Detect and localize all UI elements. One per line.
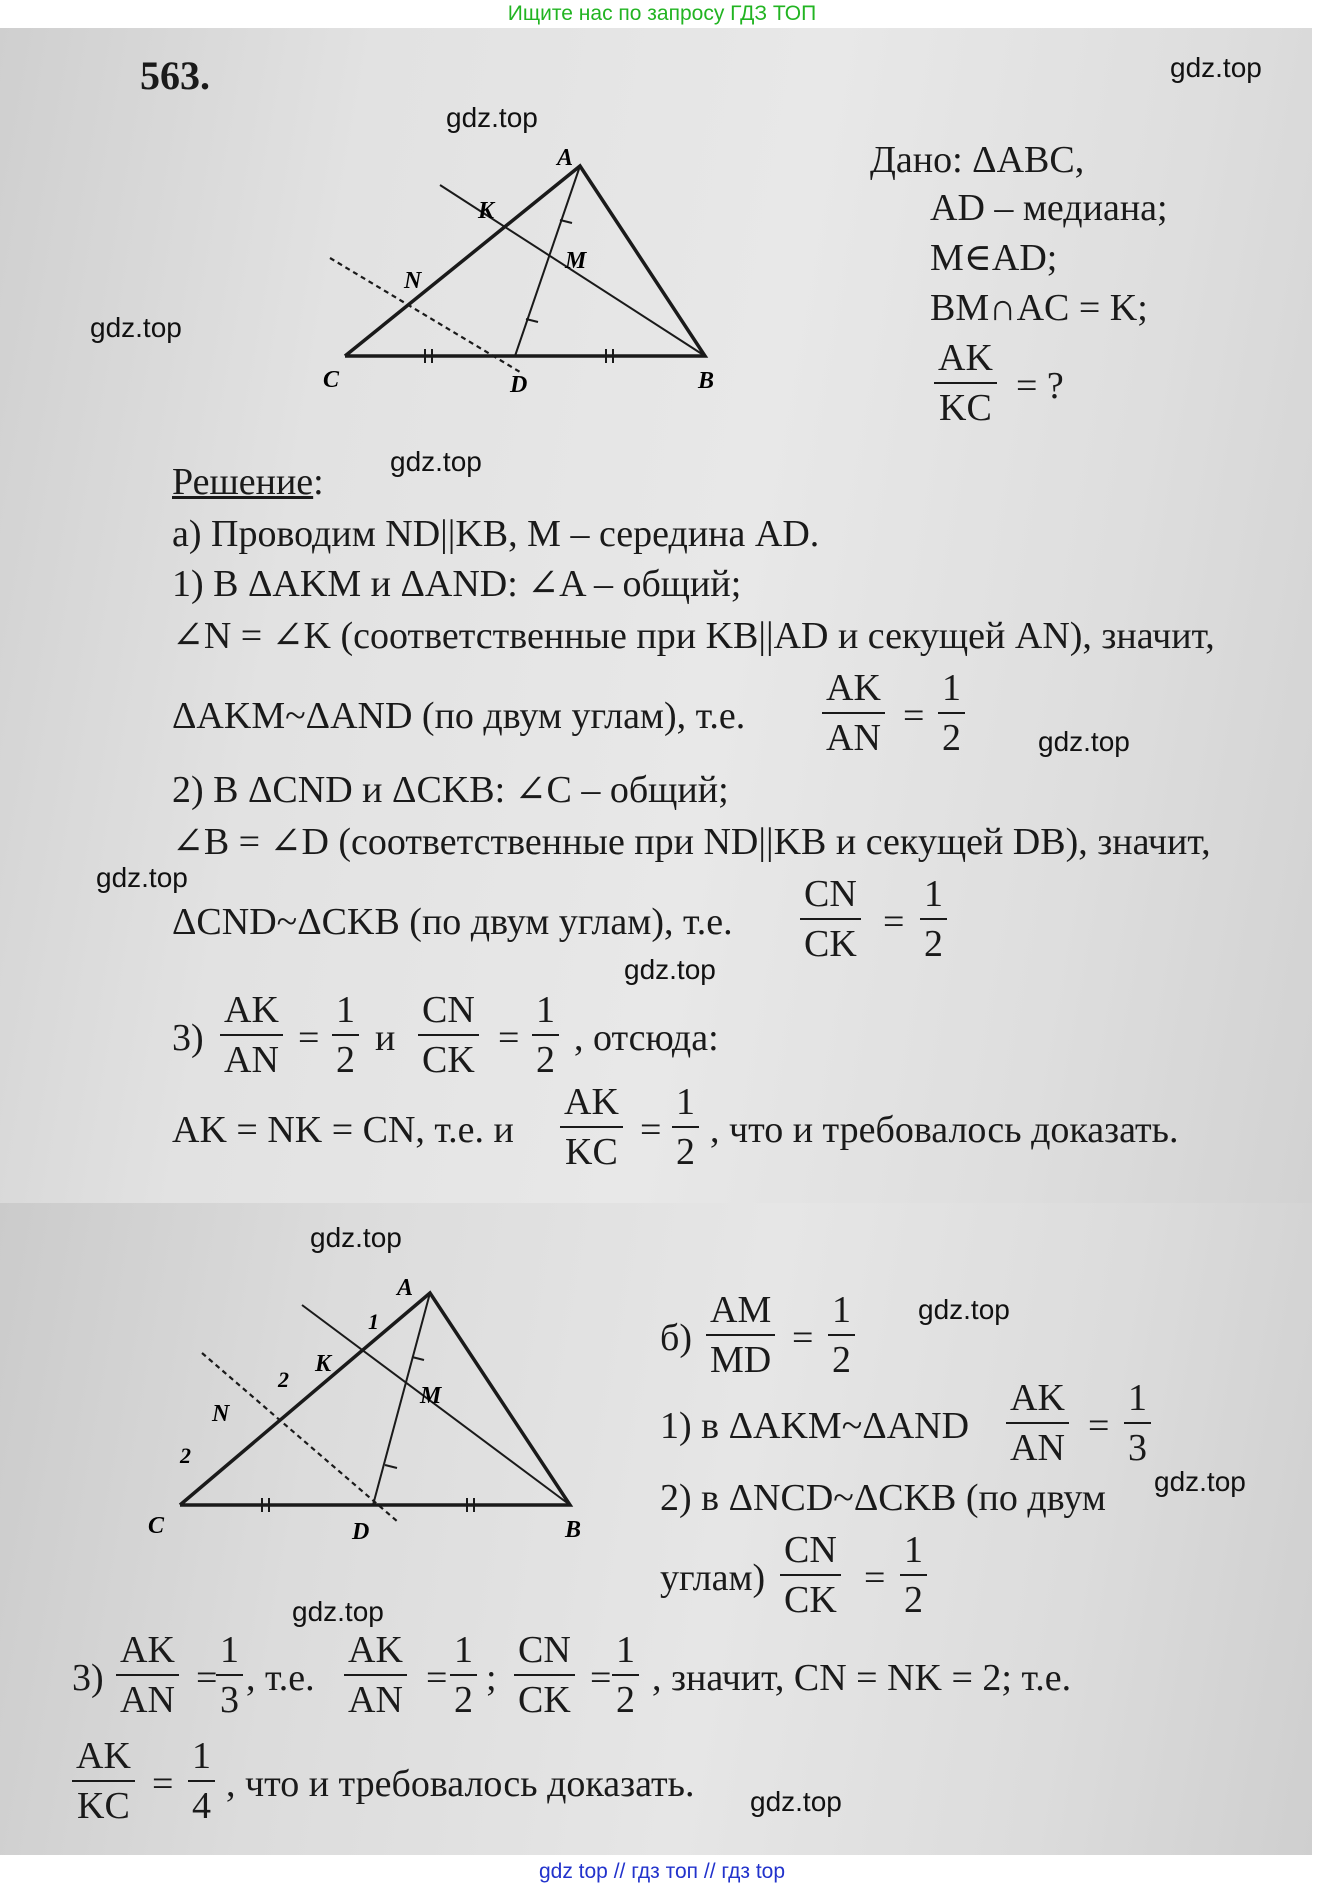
conclusion-fraction-ak-kc xyxy=(560,1080,623,1174)
fig2-label-N: N xyxy=(212,1401,230,1427)
fraction-den: 3 xyxy=(1128,1427,1147,1469)
part-b-step3-te: , т.е. xyxy=(246,1657,315,1699)
fraction-num: 1 xyxy=(938,666,965,714)
fig1-label-A: A xyxy=(557,145,574,171)
step2-line-2: ∠B = ∠D (соответственные при ND||KB и секущей DB), значит, xyxy=(172,821,1211,863)
fraction-den: AN xyxy=(120,1679,175,1721)
part-b-step2-line2: углам) xyxy=(660,1557,766,1599)
fig2-label-B: B xyxy=(565,1517,582,1543)
part-b-step1-equals: = xyxy=(1088,1405,1110,1447)
conclusion-text: AK = NK = CN, т.е. и xyxy=(172,1109,514,1151)
fraction-den: CK xyxy=(804,923,857,965)
step3-equals-1: = xyxy=(298,1017,320,1059)
step1-fraction-ak-an xyxy=(822,666,885,760)
part-b-step1: 1) в ΔAKM~ΔAND xyxy=(660,1405,970,1447)
part-b-step3-label: 3) xyxy=(72,1657,104,1699)
fraction-den: 2 xyxy=(336,1039,355,1081)
fraction-den: CK xyxy=(422,1039,475,1081)
fraction-num: 1 xyxy=(1124,1376,1151,1424)
fraction-num: 1 xyxy=(612,1628,639,1676)
watermark: gdz.top xyxy=(1038,726,1130,757)
part-b-step3-fraction-3 xyxy=(514,1628,575,1722)
part-b-step1-third xyxy=(1124,1376,1151,1470)
part-b-final-quarter xyxy=(188,1734,215,1828)
fraction-den: 2 xyxy=(924,923,943,965)
fraction-den: AN xyxy=(1010,1427,1065,1469)
conclusion-fraction-half xyxy=(672,1080,699,1174)
fig1-label-C: C xyxy=(323,367,340,393)
watermark: gdz.top xyxy=(96,862,188,893)
fraction-den: 4 xyxy=(192,1785,211,1827)
fraction-den: CK xyxy=(784,1579,837,1621)
fig2-label-M: M xyxy=(420,1383,442,1409)
step2-equals: = xyxy=(883,901,905,943)
fraction-num: 1 xyxy=(450,1628,477,1676)
fraction-den: CK xyxy=(518,1679,571,1721)
given-question: = ? xyxy=(1016,365,1064,407)
fraction-num: AK xyxy=(822,666,885,714)
watermark: gdz.top xyxy=(750,1786,842,1817)
step3-fraction-cn-ck xyxy=(418,988,479,1082)
step3-fraction-ak-an xyxy=(220,988,283,1082)
fig1-label-M: M xyxy=(565,248,587,274)
part-b-step3-half-1 xyxy=(450,1628,477,1722)
step3-tail: , отсюда: xyxy=(574,1017,719,1059)
fraction-num: AK xyxy=(344,1628,407,1676)
fraction-num: CN xyxy=(418,988,479,1036)
fig1-label-N: N xyxy=(404,268,422,294)
fig1-label-B: B xyxy=(698,368,715,394)
fraction-num: CN xyxy=(780,1528,841,1576)
fraction-num: AK xyxy=(220,988,283,1036)
part-b-step3-equals-2: = xyxy=(426,1657,448,1699)
step3-fraction-half-1 xyxy=(332,988,359,1082)
watermark: gdz.top xyxy=(624,954,716,985)
part-b-step3-tail: , значит, CN = NK = 2; т.е. xyxy=(652,1657,1072,1699)
fig2-label-K: K xyxy=(315,1351,332,1377)
fraction-den: 2 xyxy=(536,1039,555,1081)
top-banner: Ищите нас по запросу ГДЗ ТОП xyxy=(507,2,817,25)
fig2-label-D: D xyxy=(352,1519,370,1545)
part-b-final-equals: = xyxy=(152,1763,174,1805)
step3-and: и xyxy=(375,1017,396,1059)
watermark: gdz.top xyxy=(390,446,482,477)
step2-line-1: 2) В ΔCND и ΔCKB: ∠C – общий; xyxy=(172,769,729,811)
fraction-den: 2 xyxy=(676,1131,695,1173)
fraction-den: AN xyxy=(826,717,881,759)
part-b-step2-line1: 2) в ΔNCD~ΔCKB (по двум xyxy=(660,1477,1106,1519)
fraction-den: AN xyxy=(348,1679,403,1721)
fraction-num: AK xyxy=(116,1628,179,1676)
fraction-num: 1 xyxy=(672,1080,699,1128)
part-b-step2-fraction xyxy=(780,1528,841,1622)
given-fraction-den: KC xyxy=(939,387,992,429)
fraction-num: 1 xyxy=(828,1288,855,1336)
step2-fraction-half xyxy=(920,872,947,966)
solution-a-line: а) Проводим ND||KB, M – середина AD. xyxy=(172,513,820,555)
watermark: gdz.top xyxy=(918,1294,1010,1325)
step1-equals: = xyxy=(903,695,925,737)
fraction-den: 2 xyxy=(832,1339,851,1381)
part-b-step3-fraction-2 xyxy=(344,1628,407,1722)
given-fraction xyxy=(934,336,997,430)
fraction-den: 2 xyxy=(616,1679,635,1721)
fraction-den: 2 xyxy=(454,1679,473,1721)
footer-links[interactable]: gdz top // гдз топ // гдз top xyxy=(538,1860,786,1883)
watermark: gdz.top xyxy=(1170,52,1262,83)
watermark: gdz.top xyxy=(1154,1466,1246,1497)
part-b-step3-half-2 xyxy=(612,1628,639,1722)
fraction-num: 1 xyxy=(216,1628,243,1676)
part-b-step3-equals-3: = xyxy=(590,1657,612,1699)
part-b-step1-fraction xyxy=(1006,1376,1069,1470)
part-b-given-half xyxy=(828,1288,855,1382)
fraction-den: KC xyxy=(565,1131,618,1173)
fraction-num: AK xyxy=(72,1734,135,1782)
fig1-label-D: D xyxy=(510,372,528,398)
part-b-step2-half xyxy=(900,1528,927,1622)
fraction-num: 1 xyxy=(332,988,359,1036)
fraction-num: CN xyxy=(800,872,861,920)
fraction-num: 1 xyxy=(900,1528,927,1576)
step3-label: 3) xyxy=(172,1017,204,1059)
triangle-figure-1 xyxy=(320,130,740,400)
step1-line-3: ΔAKM~ΔAND (по двум углам), т.е. xyxy=(172,695,746,737)
fraction-num: 1 xyxy=(188,1734,215,1782)
given-line-2: AD – медиана; xyxy=(930,187,1168,229)
problem-number: 563. xyxy=(140,53,210,98)
step1-line-1: 1) В ΔAKM и ΔAND: ∠A – общий; xyxy=(172,563,742,605)
fig2-segment-2b: 2 xyxy=(180,1443,191,1468)
step2-line-3: ΔCND~ΔCKB (по двум углам), т.е. xyxy=(172,901,733,943)
conclusion-equals: = xyxy=(640,1109,662,1151)
given-line-4: BM∩AC = K; xyxy=(930,287,1148,329)
fraction-den: KC xyxy=(77,1785,130,1827)
part-b-final-fraction xyxy=(72,1734,135,1828)
fig2-label-A: A xyxy=(397,1275,414,1301)
fig2-segment-1: 1 xyxy=(368,1309,379,1334)
fraction-den: MD xyxy=(710,1339,772,1381)
step3-equals-2: = xyxy=(498,1017,520,1059)
part-b-step3-third xyxy=(216,1628,243,1722)
fraction-num: AM xyxy=(706,1288,775,1336)
watermark: gdz.top xyxy=(90,312,182,343)
given-line-1: Дано: ΔABC, xyxy=(870,139,1085,181)
fraction-num: AK xyxy=(560,1080,623,1128)
step3-fraction-half-2 xyxy=(532,988,559,1082)
fig2-label-C: C xyxy=(148,1513,165,1539)
part-b-step3-semicolon: ; xyxy=(486,1657,497,1699)
triangle-figure-2 xyxy=(140,1275,600,1575)
watermark: gdz.top xyxy=(292,1596,384,1627)
fig1-label-K: K xyxy=(478,198,495,224)
solution-heading: Решение: xyxy=(172,461,324,503)
fraction-num: AK xyxy=(1006,1376,1069,1424)
fig2-segment-2a: 2 xyxy=(278,1367,289,1392)
part-b-step2-equals: = xyxy=(864,1557,886,1599)
given-fraction-num: AK xyxy=(934,336,997,384)
part-b-given-fraction xyxy=(706,1288,775,1382)
fraction-den: 2 xyxy=(942,717,961,759)
fraction-den: 2 xyxy=(904,1579,923,1621)
fraction-num: 1 xyxy=(532,988,559,1036)
part-b-given-equals: = xyxy=(792,1317,814,1359)
watermark: gdz.top xyxy=(446,102,538,133)
part-b-step3-equals-1: = xyxy=(196,1657,218,1699)
step1-line-2: ∠N = ∠K (соответственные при KB||AD и секущей AN), значит, xyxy=(172,615,1215,657)
step2-fraction-cn-ck xyxy=(800,872,861,966)
fraction-den: 3 xyxy=(220,1679,239,1721)
watermark: gdz.top xyxy=(310,1222,402,1253)
fraction-num: CN xyxy=(514,1628,575,1676)
step1-fraction-half xyxy=(938,666,965,760)
part-b-final-tail: , что и требовалось доказать. xyxy=(226,1763,695,1805)
part-b-label: б) xyxy=(660,1317,692,1359)
part-b-step3-fraction-1 xyxy=(116,1628,179,1722)
fraction-den: AN xyxy=(224,1039,279,1081)
given-line-3: M∈AD; xyxy=(930,237,1058,279)
fraction-num: 1 xyxy=(920,872,947,920)
conclusion-tail: , что и требовалось доказать. xyxy=(710,1109,1179,1151)
